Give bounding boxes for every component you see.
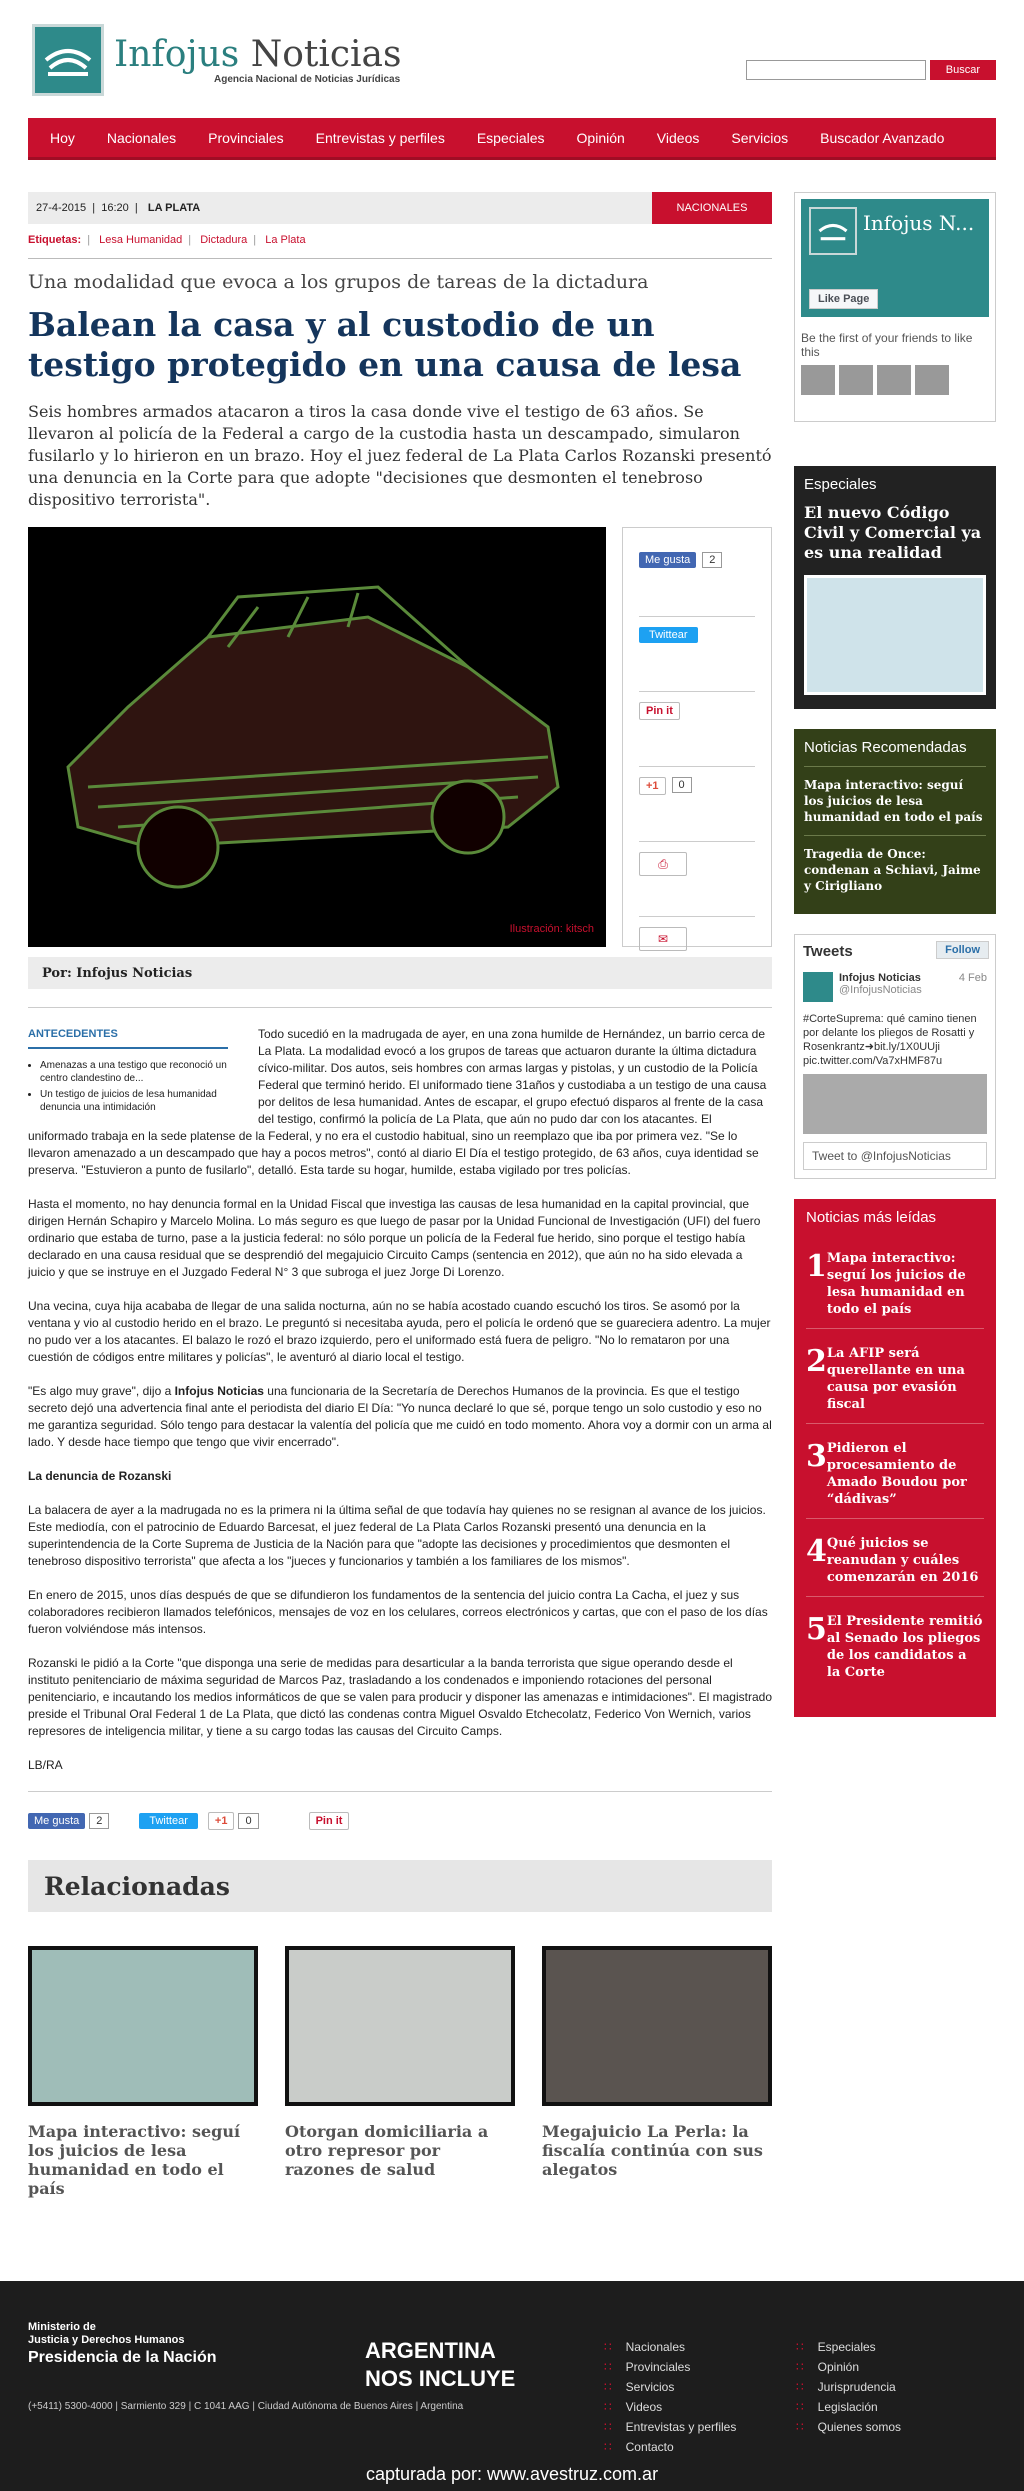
argentina-logo: ARGENTINA NOS INCLUYE <box>365 2338 516 2391</box>
twitter-share-button[interactable]: Twittear <box>139 1813 198 1829</box>
footer-link[interactable]: ∷ Videos <box>604 2397 736 2417</box>
recomendadas-title: Noticias Recomendadas <box>804 739 967 756</box>
related-section <box>28 1860 772 2198</box>
nav-hoy[interactable]: Hoy <box>50 129 75 146</box>
article-kicker: Una modalidad que evoca a los grupos de tareas de la dictadura <box>28 271 649 293</box>
tweet-author[interactable]: Infojus Noticias <box>839 972 921 984</box>
antecedentes-box <box>28 1026 228 1117</box>
footer-link[interactable]: ∷ Provinciales <box>604 2357 736 2377</box>
related-item[interactable] <box>542 1946 772 2198</box>
google-plus-button[interactable]: +1 <box>639 777 666 795</box>
footer-link[interactable]: ∷ Legislación <box>796 2397 901 2417</box>
mas-leida-item[interactable]: 4 Qué juicios se reanudan y cuáles comenzarán en 2016 <box>806 1525 984 1597</box>
article-time: 16:20 <box>101 202 129 214</box>
ministry-line1: Ministerio de <box>28 2321 96 2333</box>
like-count: 2 <box>702 552 722 568</box>
paragraph: Una vecina, cuya hija acababa de llegar de una salida nocturna, aún no se había acostado cuando escuchó los tiros. Se asomó por la ventana y vio al custodio herido en el brazo. Le preguntó si necesitaba ayuda, pero el policía le ordenó que se guareciera adentro. La mujer no pudo ver a los atacantes. El balazo le rozó el brazo izquierdo, pero el uniformado está fuera de peligro. "No lo remataron por una cuestión de códigos entre militares y policías", le aventuró al diario local el testigo. <box>28 1299 771 1364</box>
site-footer <box>0 2281 1024 2491</box>
antecedente-link[interactable]: Amenazas a una testigo que reconoció un centro clandestino de... <box>40 1060 227 1084</box>
footer-link[interactable]: ∷ Especiales <box>796 2337 901 2357</box>
article-byline: Por: Infojus Noticias <box>28 957 772 989</box>
tweet-image[interactable] <box>803 1074 987 1134</box>
tag-link[interactable]: La Plata <box>265 234 306 246</box>
fb-like-page-button[interactable]: Like Page <box>809 289 878 309</box>
share-panel <box>622 527 772 947</box>
signature: LB/RA <box>28 1758 63 1772</box>
article-date: 27-4-2015 <box>36 202 87 214</box>
article <box>28 192 772 2198</box>
pinterest-button[interactable]: Pin it <box>639 702 680 720</box>
paragraph: Rozanski le pidió a la Corte "que disponga una serie de medidas para desarticular a la banda terrorista que sigue operando desde el instituto penitenciario de máxima seguridad de Marcos Paz, trasladando a los condenados e imponiendo rotaciones del personal penitenciario, e incautando los medios informáticos de que se valen para producir y disponer las amenazas e intimidaciones". El magistrado preside el Tribunal Oral Federal 1 de La Plata, que dictó las condenas contra Miguel Osvaldo Etchecolatz, Federico Von Wernich, varios represores de inteligencia militar, y tiene a su cargo todas las causas del Circuito Camps. <box>28 1656 772 1738</box>
logo-title-a: Infojus <box>114 33 240 75</box>
fb-friends-text: Be the first of your friends to like this <box>801 331 973 359</box>
facebook-like-button[interactable]: Me gusta <box>28 1813 85 1829</box>
footer-link[interactable]: ∷ Jurisprudencia <box>796 2377 901 2397</box>
presidencia-label: Presidencia de la Nación <box>28 2349 217 2366</box>
plus-count: 0 <box>672 777 692 793</box>
google-plus-button[interactable]: +1 <box>208 1812 235 1830</box>
footer-links-1 <box>604 2337 736 2457</box>
mas-leida-item[interactable]: 1 Mapa interactivo: seguí los juicios de lesa humanidad en todo el país <box>806 1240 984 1329</box>
search-form <box>746 60 996 80</box>
mas-leida-item[interactable]: 2 La AFIP será querellante en una causa por evasión fiscal <box>806 1335 984 1424</box>
search-button[interactable]: Buscar <box>930 60 996 80</box>
paragraph: En enero de 2015, unos días después de que se difundieron los fundamentos de la sentencia del juicio contra La Cacha, el juez y sus colaboradores recibieron llamados telefónicos, mensajes de voz en los celulares, correos electrónicos y cartas, que con el paso de los días fueron volviéndose más intensos. <box>28 1588 768 1636</box>
tag-link[interactable]: Lesa Humanidad <box>99 234 183 246</box>
footer-link[interactable]: ∷ Quienes somos <box>796 2417 901 2437</box>
pinterest-button[interactable]: Pin it <box>309 1812 350 1830</box>
capture-credit: capturada por: www.avestruz.com.ar <box>365 2464 659 2484</box>
twitter-follow-button[interactable]: Follow <box>936 941 989 959</box>
related-map-image <box>28 1946 258 2106</box>
mas-leidas-title: Noticias más leídas <box>806 1209 937 1226</box>
footer-link[interactable]: ∷ Contacto <box>604 2437 736 2457</box>
avatar <box>801 365 835 395</box>
tweet-to-button[interactable]: Tweet to @InfojusNoticias <box>803 1142 987 1170</box>
related-item-title[interactable]: Mapa interactivo: seguí los juicios de lesa humanidad en todo el país <box>28 2122 241 2198</box>
antecedentes-title: ANTECEDENTES <box>28 1026 228 1049</box>
footer-links-2 <box>796 2337 901 2437</box>
recomendada-item[interactable]: Tragedia de Once: condenan a Schiavi, Jaime y Cirigliano <box>804 835 986 904</box>
especiales-image[interactable] <box>804 575 986 695</box>
print-icon[interactable]: ⎙ <box>639 852 687 876</box>
especiales-box <box>794 466 996 709</box>
avatar <box>839 365 873 395</box>
like-count: 2 <box>89 1813 109 1829</box>
nav-opinion[interactable]: Opinión <box>576 129 625 146</box>
logo-subtitle: Agencia Nacional de Noticias Jurídicas <box>214 73 401 85</box>
footer-address: (+5411) 5300-4000 | Sarmiento 329 | C 1041 AAG | Ciudad Autónoma de Buenos Aires | Argentina <box>28 2401 464 2412</box>
twitter-share-button[interactable]: Twittear <box>639 627 698 643</box>
illustration-credit: Ilustración: kitsch <box>509 923 594 935</box>
mas-leida-item[interactable]: 5 El Presidente remitió al Senado los pliegos de los candidatos a la Corte <box>806 1612 983 1680</box>
paragraph: "Es algo muy grave", dijo a Infojus Noticias una funcionaria de la Secretaría de Derechos Humanos de la provincia. Es que el testigo secreto dejó una advertencia final ante el periodista del diario El Día: "Yo nunca declaré lo que sé, porque tengo un solo custodio y eso no me garantiza seguridad. Sólo tengo para destacar la valentía del policía que me cuidó en todo momento. Ahora voy a dormir con un arma al lado. Y desde hace tiempo que tengo que vivir encerrado". <box>28 1384 772 1449</box>
avatar <box>915 365 949 395</box>
tags-label: Etiquetas: <box>28 234 82 246</box>
section-badge[interactable]: NACIONALES <box>652 192 772 224</box>
footer-link[interactable]: ∷ Opinión <box>796 2357 901 2377</box>
tags: Etiquetas: | Lesa Humanidad | Dictadura | La Plata <box>28 224 772 259</box>
nav-servicios[interactable]: Servicios <box>731 129 789 146</box>
nav-especiales[interactable]: Especiales <box>476 129 545 146</box>
facebook-widget <box>794 192 996 422</box>
related-item[interactable] <box>28 1946 258 2198</box>
ministry-line2: Justicia y Derechos Humanos <box>28 2334 185 2346</box>
recomendada-item[interactable]: Mapa interactivo: seguí los juicios de lesa humanidad en todo el país <box>804 766 986 835</box>
share-bar-bottom <box>28 1791 772 1830</box>
search-input[interactable] <box>746 60 926 80</box>
sidebar <box>794 192 996 2198</box>
article-meta: 27-4-2015 | 16:20 | LA PLATA NACIONALES <box>28 192 772 224</box>
footer-link[interactable]: ∷ Entrevistas y perfiles <box>604 2417 736 2437</box>
related-title: Relacionadas <box>28 1860 772 1912</box>
site-header <box>28 0 996 118</box>
tweet-handle: @InfojusNoticias <box>839 984 922 996</box>
fb-faces <box>801 365 989 395</box>
plus-count: 0 <box>238 1813 258 1829</box>
related-item[interactable] <box>285 1946 515 2198</box>
email-icon[interactable]: ✉ <box>639 927 687 951</box>
page-logo-icon <box>809 207 857 255</box>
antecedente-link[interactable]: Un testigo de juicios de lesa humanidad denuncia una intimidación <box>40 1089 217 1113</box>
article-body <box>28 1007 772 1774</box>
nav-entrevistas[interactable]: Entrevistas y perfiles <box>315 129 445 146</box>
main-nav <box>28 118 996 160</box>
subheading: La denuncia de Rozanski <box>28 1469 172 1483</box>
nav-nacionales[interactable]: Nacionales <box>106 129 177 146</box>
logo-title-b: Noticias <box>250 33 402 75</box>
tweet-text[interactable]: #CorteSuprema: qué camino tienen por delante los pliegos de Rosatti y Rosenkrantz➜bit.ly/1X0UUji pic.twitter.com/Va7xHMF87u <box>803 1013 977 1067</box>
mas-leidas-box <box>794 1199 996 1717</box>
paragraph: Todo sucedió en la madrugada de ayer, en una zona humilde de Hernández, un barrio cerca de La Plata. La modalidad evocó a los grupos de tareas que actuaron durante la última dictadura cívico-militar. Dos autos, seis hombres con armas largas y pistolas, y un custodio de la Policía Federal que terminó herido. El uniformado tiene 31años y custodiaba a un testigo de una causa por delitos de lesa humanidad. Antes de escapar, el grupo efectuó disparos al frente de la casa del testigo, confirmó la policía de La Plata, que aún no pudo dar con los atacantes. El uniformado trabaja en la sede platense de la Federal, y no era el custodio habitual, sino un reemplazo que iba por primera vez. "Se lo llevaron amenazado a un descampado que hay a pocos metros", contó al diario El Día el testigo protegido, de 63 años, cuya identidad se preserva. "Estuvieron a punto de fusilarlo", detalló. Esta tarde su hogar, humilde, estaba vigilado por tres policías. <box>28 1027 767 1177</box>
mas-leida-item[interactable]: 3 Pidieron el procesamiento de Amado Boudou por “dádivas” <box>806 1430 984 1519</box>
paragraph: La balacera de ayer a la madrugada no es la primera ni la última señal de que todavía hay quienes no se resignan al avance de los juicios. Este mediodía, con el patrocinio de Eduardo Barcesat, el juez federal de La Plata Carlos Rozanski presentó una denuncia en la superintendencia de la Corte Suprema de Justicia de la Nación para que "adopte las decisiones y procedimientos que desmonten el tenebroso dispositivo terrorista" que afecta a los "jueces y funcionarios y también a los familiares de los mismos". <box>28 1503 766 1568</box>
car-illustration-icon <box>28 527 606 947</box>
nav-buscador[interactable]: Buscador Avanzado <box>820 129 945 146</box>
related-item-title[interactable]: Megajuicio La Perla: la fiscalía continúa con sus alegatos <box>542 2122 763 2179</box>
recomendadas-box <box>794 729 996 914</box>
site-logo[interactable] <box>32 24 401 96</box>
fb-page-title[interactable]: Infojus N... <box>863 211 975 235</box>
tag-link[interactable]: Dictadura <box>200 234 248 246</box>
tweet-date: 4 Feb <box>958 972 987 984</box>
logo-emblem-icon <box>32 24 104 96</box>
twitter-avatar <box>803 972 833 1002</box>
article-place: LA PLATA <box>147 202 201 214</box>
especiales-item[interactable]: El nuevo Código Civil y Comercial ya es una realidad <box>804 503 982 562</box>
article-lead: Seis hombres armados atacaron a tiros la casa donde vive el testigo de 63 años. Se llevaron al policía de la Federal a cargo de la custodia hasta un descampado, simularon fusilarlo y lo hirieron en un brazo. Hoy el juez federal de La Plata Carlos Rozanski presentó una denuncia en la Corte para que adopte "decisiones que desmonten el tenebroso dispositivo terrorista". <box>28 402 772 509</box>
avatar <box>877 365 911 395</box>
footer-link[interactable]: ∷ Nacionales <box>604 2337 736 2357</box>
twitter-widget <box>794 934 996 1179</box>
footer-link[interactable]: ∷ Servicios <box>604 2377 736 2397</box>
nav-provinciales[interactable]: Provinciales <box>208 129 284 146</box>
related-item-title[interactable]: Otorgan domiciliaria a otro represor por razones de salud <box>285 2122 489 2179</box>
especiales-title: Especiales <box>804 476 877 493</box>
tweets-title: Tweets <box>803 943 853 960</box>
related-people-image <box>542 1946 772 2106</box>
related-building-image <box>285 1946 515 2106</box>
article-illustration <box>28 527 606 947</box>
paragraph: Hasta el momento, no hay denuncia formal en la Unidad Fiscal que investiga las causas de lesa humanidad en la capital provincial, que dirigen Hernán Schapiro y Marcelo Molina. Lo más seguro es que luego de pasar por la Unidad Funcional de Investigación (UFI) del fuero ordinario que estaba de turno, pase a la justicia federal: no sólo porque un policía de la Federal fue herido, sino porque el testigo había declarado en una causa residual que se desprendió del megajuicio Circuito Camps (sentencia en 2012), que aún no ha sido elevada a juicio y que se instruye en el Juzgado Federal N° 3 que subroga el juez Jorge Di Lorenzo. <box>28 1197 761 1279</box>
article-title: Balean la casa y al custodio de un testigo protegido en una causa de lesa <box>28 305 742 384</box>
nav-videos[interactable]: Videos <box>656 129 700 146</box>
facebook-like-button[interactable]: Me gusta <box>639 552 696 568</box>
